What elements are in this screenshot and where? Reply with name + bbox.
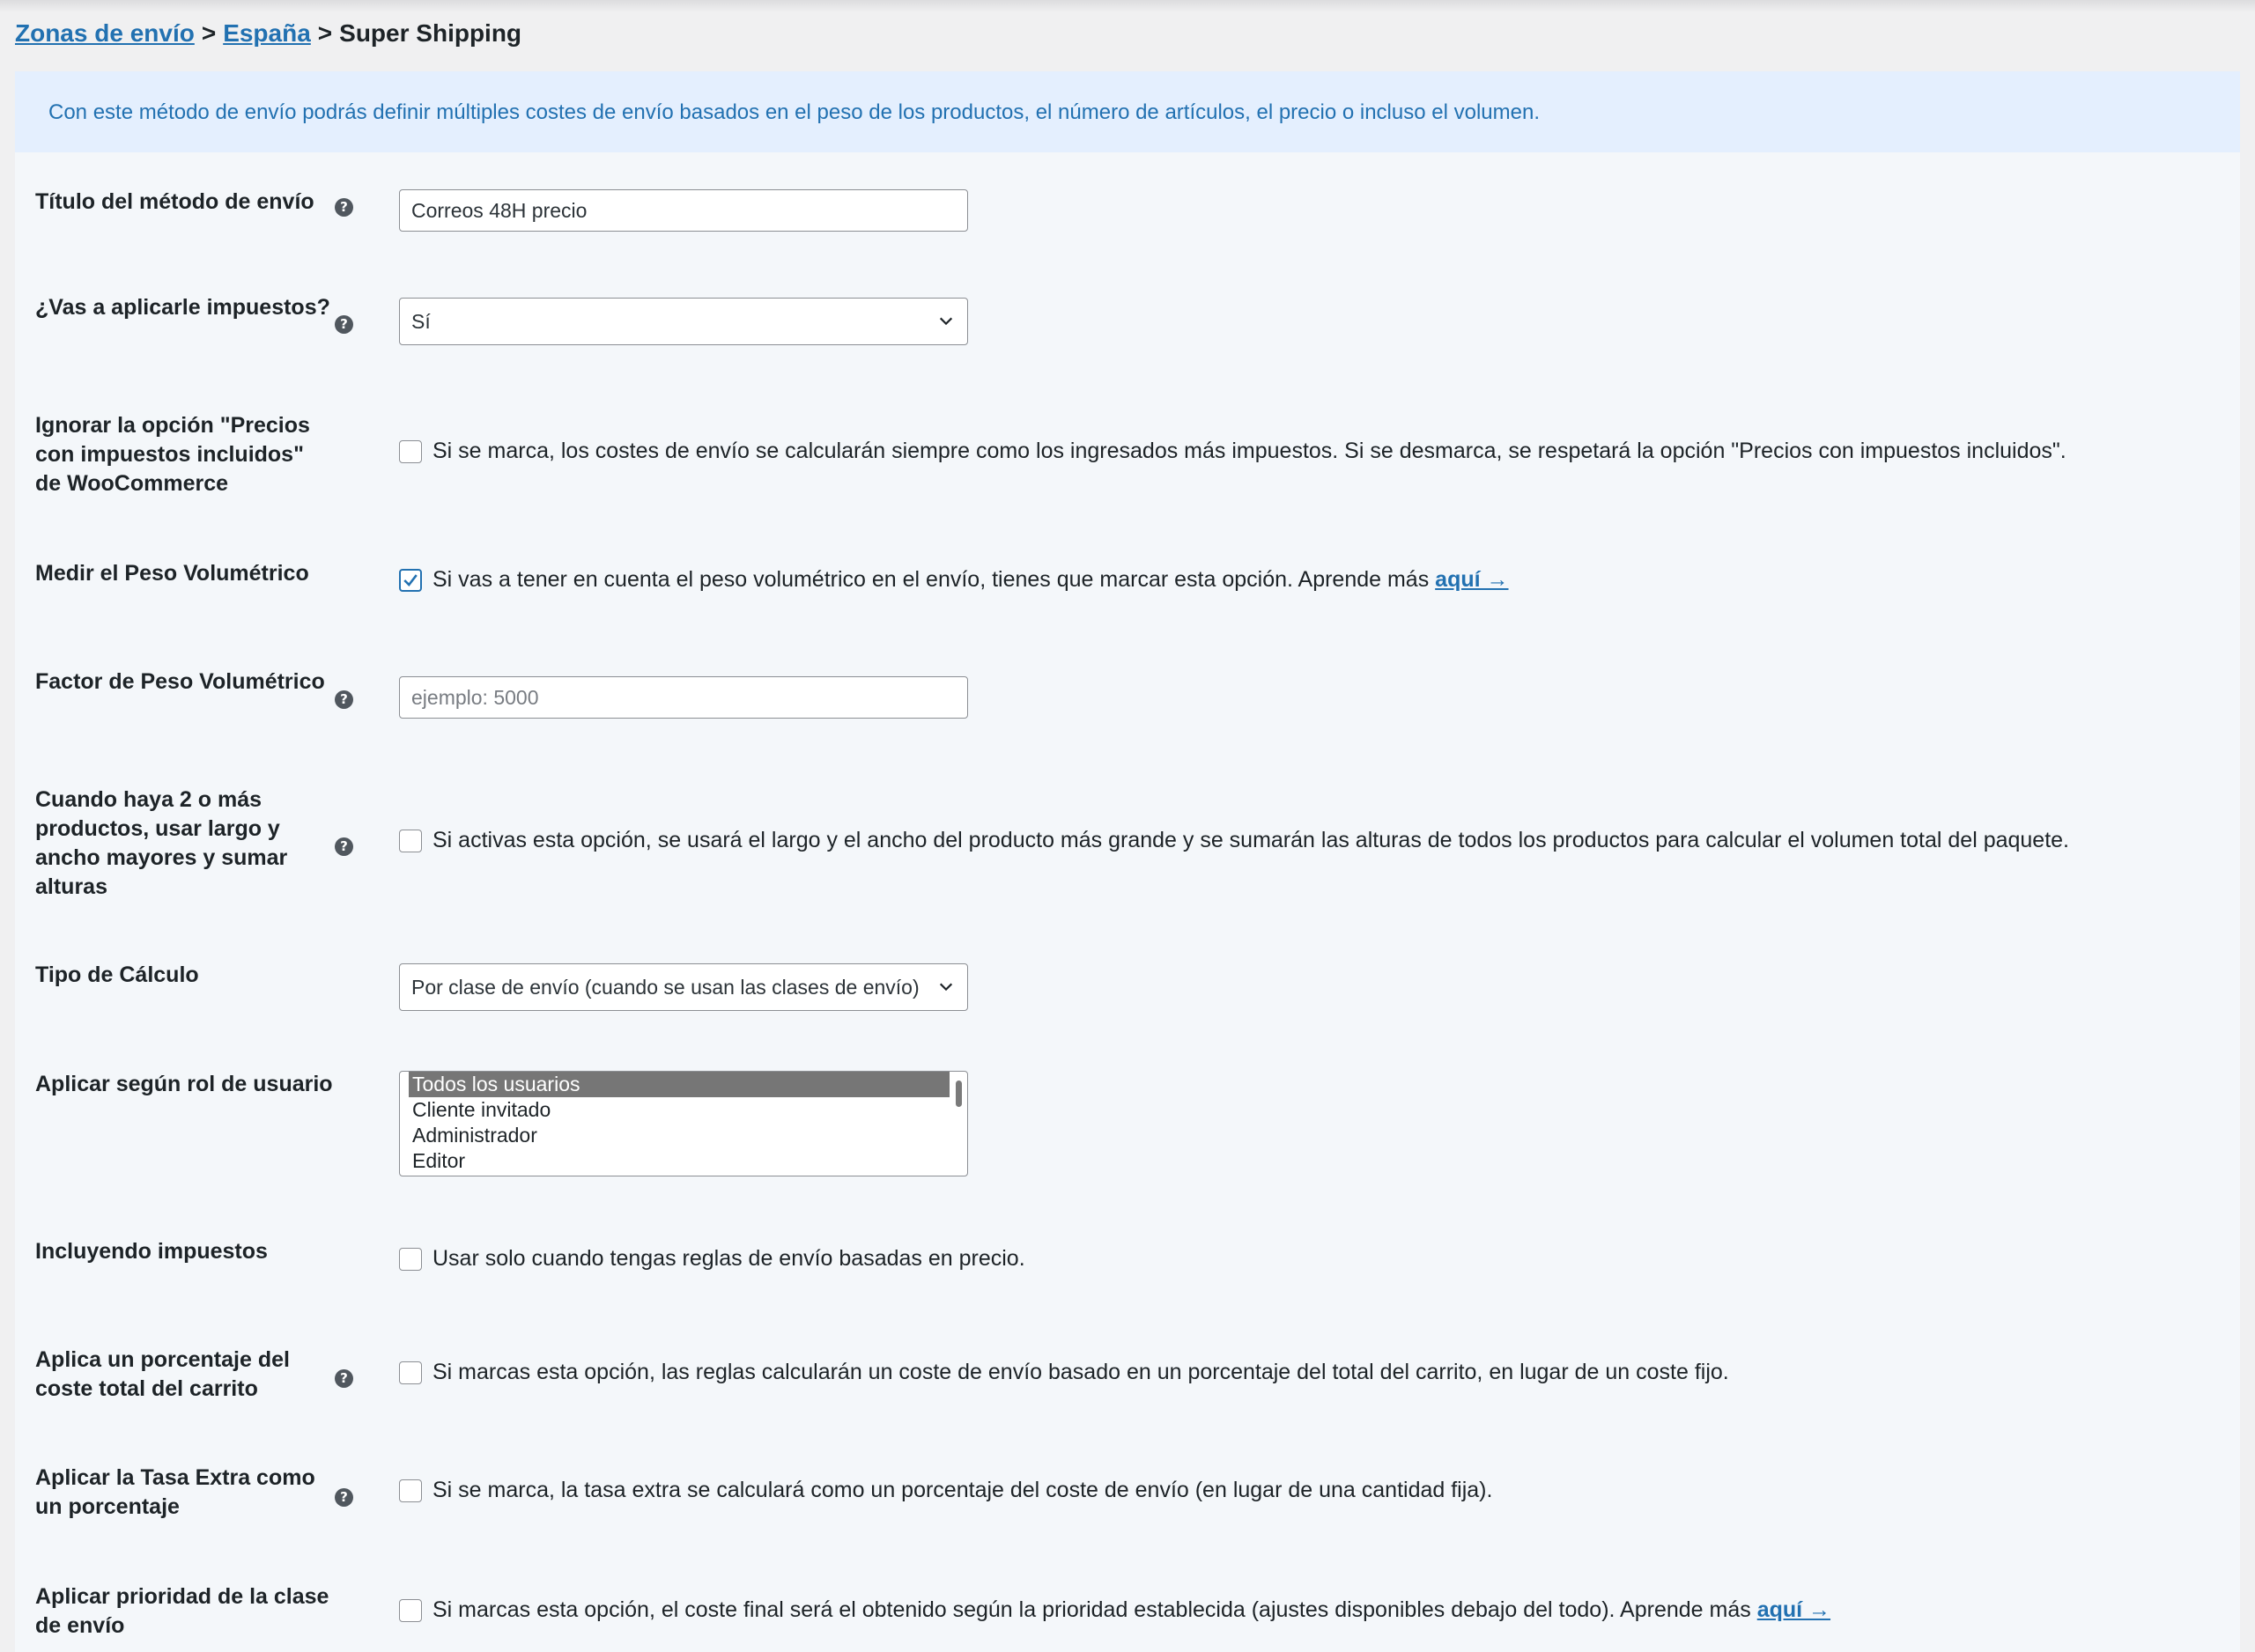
incl-taxes-description: Usar solo cuando tengas reglas de envío basadas en precio. bbox=[433, 1246, 1025, 1271]
title-input[interactable] bbox=[399, 189, 968, 232]
taxes-select[interactable] bbox=[399, 298, 968, 345]
volumetric-factor-input[interactable] bbox=[399, 676, 968, 719]
checkmark-icon bbox=[401, 571, 420, 590]
breadcrumb-current: Super Shipping bbox=[339, 19, 522, 47]
field-label-incl-taxes: Incluyendo impuestos bbox=[35, 1239, 268, 1264]
list-option[interactable]: Editor bbox=[412, 1149, 466, 1172]
breadcrumb bbox=[15, 19, 521, 48]
calc-type-select[interactable] bbox=[399, 963, 968, 1011]
field-label-volumetric: Medir el Peso Volumétrico bbox=[35, 561, 309, 586]
info-notice bbox=[15, 71, 2240, 152]
field-label-ignore-prices: Ignorar la opción "Precios con impuestos incluidos" de WooCommerce bbox=[35, 413, 310, 496]
field-label-taxes: ¿Vas a aplicarle impuestos? bbox=[35, 295, 330, 320]
field-label-volumetric-factor: Factor de Peso Volumétrico bbox=[35, 669, 325, 694]
chevron-down-icon bbox=[938, 978, 954, 994]
class-priority-description bbox=[433, 1597, 1830, 1623]
field-label-title: Título del método de envío bbox=[35, 189, 314, 214]
help-icon[interactable]: ? bbox=[335, 198, 353, 217]
volumetric-description-text: Si vas a tener en cuenta el peso volumétrico en el envío, tienes que marcar esta opción. Aprende más bbox=[433, 567, 1430, 592]
breadcrumb-link-spain[interactable]: España bbox=[223, 19, 311, 47]
incl-taxes-checkbox[interactable] bbox=[399, 1248, 422, 1271]
list-option[interactable]: Todos los usuarios bbox=[409, 1072, 950, 1097]
class-priority-description-text: Si marcas esta opción, el coste final será el obtenido según la prioridad establecida (ajustes disponibles debajo del todo). Aprende más bbox=[433, 1597, 1751, 1622]
learn-more-link[interactable]: aquí → bbox=[1435, 567, 1509, 592]
help-icon[interactable]: ? bbox=[335, 837, 353, 856]
listbox-scrollbar[interactable] bbox=[956, 1080, 962, 1107]
list-option[interactable]: Administrador bbox=[412, 1124, 537, 1147]
cart-percent-checkbox[interactable] bbox=[399, 1361, 422, 1384]
list-option[interactable]: Cliente invitado bbox=[412, 1098, 551, 1121]
field-label-cart-percent: Aplica un porcentaje del coste total del carrito bbox=[35, 1347, 290, 1401]
help-icon[interactable]: ? bbox=[335, 315, 353, 334]
help-icon[interactable]: ? bbox=[335, 1369, 353, 1388]
stack-heights-description: Si activas esta opción, se usará el largo y el ancho del producto más grande y se sumarán las alturas de todos los productos para calcular el volumen total del paquete. bbox=[433, 828, 2070, 852]
field-label-class-priority: Aplicar prioridad de la clase de envío bbox=[35, 1584, 329, 1638]
volumetric-description bbox=[433, 567, 1509, 593]
stack-heights-checkbox[interactable] bbox=[399, 830, 422, 852]
taxes-select-value: Sí bbox=[411, 310, 431, 333]
field-label-user-role: Aplicar según rol de usuario bbox=[35, 1072, 333, 1096]
calc-type-select-value: Por clase de envío (cuando se usan las clases de envío) bbox=[411, 976, 920, 999]
breadcrumb-separator: > bbox=[201, 19, 217, 47]
class-priority-checkbox[interactable] bbox=[399, 1599, 422, 1622]
field-label-calc-type: Tipo de Cálculo bbox=[35, 962, 199, 987]
user-role-listbox[interactable] bbox=[399, 1071, 968, 1176]
extra-fee-percent-description: Si se marca, la tasa extra se calculará como un porcentaje del coste de envío (en lugar de una cantidad fija). bbox=[433, 1478, 1493, 1502]
info-notice-text: Con este método de envío podrás definir múltiples costes de envío basados en el peso de los productos, el número de artículos, el precio o incluso el volumen. bbox=[48, 100, 1540, 124]
top-shade bbox=[0, 0, 2255, 12]
ignore-prices-checkbox[interactable] bbox=[399, 440, 422, 463]
field-label-stack-heights: Cuando haya 2 o más productos, usar largo y ancho mayores y sumar alturas bbox=[35, 787, 288, 899]
learn-more-link[interactable]: aquí → bbox=[1756, 1597, 1831, 1622]
help-icon[interactable]: ? bbox=[335, 1488, 353, 1507]
chevron-down-icon bbox=[938, 313, 954, 328]
extra-fee-percent-checkbox[interactable] bbox=[399, 1479, 422, 1502]
breadcrumb-link-zones[interactable]: Zonas de envío bbox=[15, 19, 195, 47]
ignore-prices-description: Si se marca, los costes de envío se calcularán siempre como los ingresados más impuestos. Si se desmarca, se respetará la opción "Precios con impuestos incluidos". bbox=[433, 439, 2066, 463]
field-label-extra-fee-percent: Aplicar la Tasa Extra como un porcentaje bbox=[35, 1465, 315, 1519]
help-icon[interactable]: ? bbox=[335, 690, 353, 709]
volumetric-checkbox[interactable] bbox=[399, 569, 422, 592]
breadcrumb-separator: > bbox=[317, 19, 333, 47]
cart-percent-description: Si marcas esta opción, las reglas calcularán un coste de envío basado en un porcentaje del total del carrito, en lugar de un coste fijo. bbox=[433, 1360, 1729, 1384]
settings-panel bbox=[15, 71, 2240, 1652]
